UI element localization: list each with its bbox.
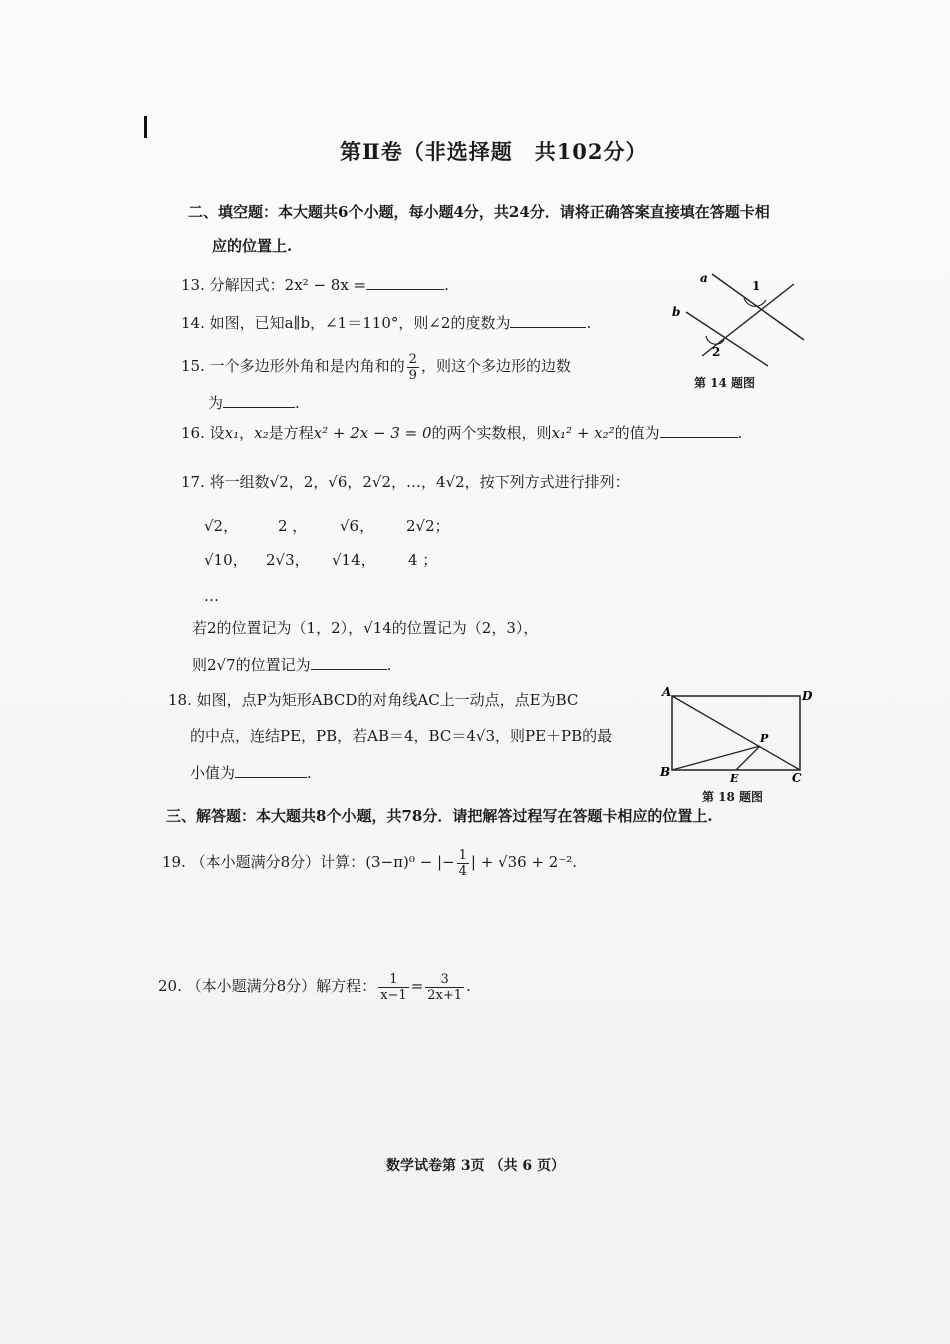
punctuation: ， xyxy=(239,424,255,442)
question-19 xyxy=(162,846,577,879)
question-text: 为 xyxy=(208,394,224,412)
question-text: 如图，点P为矩形ABCD的对角线AC上一动点，点E为BC xyxy=(196,691,579,709)
fraction xyxy=(457,848,469,879)
question-14 xyxy=(181,312,591,333)
fraction-numerator: 3 xyxy=(425,972,464,988)
question-text: 小值为 xyxy=(190,764,236,782)
question-text: （本小题满分8分）计算： xyxy=(190,853,366,871)
question-number: 13. xyxy=(181,276,205,294)
question-18-line2: 的中点，连结PE，PB，若AB＝4，BC＝4√3，则PE＋PB的最 xyxy=(190,727,613,745)
math-expression: x₁² + x₂² xyxy=(551,424,615,442)
question-text: 的值为 xyxy=(614,424,660,442)
equals-sign: = xyxy=(410,977,424,995)
label-C: C xyxy=(792,771,802,785)
punctuation: . xyxy=(386,656,392,674)
part-title: 第Ⅱ卷（非选择题 共102分） xyxy=(340,139,648,164)
fraction-denominator: x−1 xyxy=(380,987,407,1003)
fraction-denominator: 9 xyxy=(408,367,417,383)
question-number: 17. xyxy=(181,473,205,491)
question-text: 分解因式： xyxy=(209,276,285,294)
section3-instructions: 三、解答题：本大题共8个小题，共78分．请把解答过程写在答题卡相应的位置上. xyxy=(166,807,713,825)
math-expression: (3−π)⁰ − |− xyxy=(365,853,455,871)
fraction-numerator: 1 xyxy=(458,847,467,863)
answer-blank[interactable] xyxy=(311,654,387,670)
punctuation: . xyxy=(737,424,743,442)
punctuation: . xyxy=(307,764,312,782)
question-18 xyxy=(168,690,578,710)
figure-14 xyxy=(664,266,824,376)
label-b: b xyxy=(672,305,681,319)
figure-18-caption: 第 18 题图 xyxy=(702,790,764,804)
question-text: 的两个实数根，则 xyxy=(431,424,552,442)
question-13 xyxy=(181,274,449,295)
fraction-left xyxy=(378,972,409,1003)
section2-instructions: 二、填空题：本大题共6个小题，每小题4分，共24分．请将正确答案直接填在答题卡相 xyxy=(188,203,770,221)
question-18-line3 xyxy=(190,762,312,783)
question-text: 如图，已知a∥b，∠1＝110°，则∠2的度数为 xyxy=(209,314,511,332)
variable-x1: x₁ xyxy=(224,424,240,442)
answer-blank[interactable] xyxy=(223,392,295,408)
sequence-row-2-item-4: 4 ； xyxy=(408,551,438,569)
sequence-row-1-item-3: √6， xyxy=(340,517,375,535)
label-angle-2: 2 xyxy=(712,345,721,359)
binding-mark xyxy=(144,116,147,138)
question-number: 18. xyxy=(168,691,192,709)
sequence-row-2-item-1: √10， xyxy=(204,551,248,569)
question-17 xyxy=(181,472,630,492)
question-text-cont: ，则这个多边形的边数 xyxy=(420,357,571,375)
question-number: 14. xyxy=(181,314,205,332)
diagonal-AC xyxy=(672,696,800,770)
sequence-row-2-item-3: √14， xyxy=(332,551,376,569)
question-17-ask xyxy=(192,654,391,675)
question-text: 将一组数√2，2，√6，2√2，…，4√2，按下列方式进行排列： xyxy=(209,473,630,491)
answer-blank[interactable] xyxy=(235,762,307,778)
figure-14-caption: 第 14 题图 xyxy=(694,376,756,390)
equation: x² + 2x − 3 = 0 xyxy=(313,424,432,442)
label-a: a xyxy=(700,271,708,285)
question-text: 一个多边形外角和是内角和的 xyxy=(209,357,405,375)
fraction xyxy=(407,352,419,383)
question-text: （本小题满分8分）解方程： xyxy=(186,977,377,995)
answer-blank[interactable] xyxy=(510,312,586,328)
label-B: B xyxy=(660,765,671,779)
answer-blank[interactable] xyxy=(366,274,444,290)
label-angle-1: 1 xyxy=(752,279,761,293)
label-E: E xyxy=(730,772,739,785)
line-b xyxy=(686,312,768,366)
question-number: 20. xyxy=(158,977,182,995)
math-expression-cont: | + √36 + 2⁻². xyxy=(470,853,578,871)
sequence-ellipsis: … xyxy=(204,587,219,605)
question-text: 是方程 xyxy=(268,424,314,442)
sequence-row-2-item-2: 2√3， xyxy=(266,551,310,569)
question-15 xyxy=(181,350,571,383)
fraction-numerator: 2 xyxy=(408,351,417,367)
sequence-row-1-item-1: √2， xyxy=(204,517,239,535)
answer-blank[interactable] xyxy=(660,422,738,438)
punctuation: . xyxy=(444,276,449,294)
question-number: 16. xyxy=(181,424,205,442)
question-17-note: 若2的位置记为（1，2），√14的位置记为（2，3）， xyxy=(192,619,539,637)
figure-18 xyxy=(656,684,816,788)
label-A: A xyxy=(662,685,672,699)
fraction-right xyxy=(425,972,464,1003)
punctuation: . xyxy=(466,977,471,995)
fraction-numerator: 1 xyxy=(378,972,409,988)
question-text: 设 xyxy=(209,424,225,442)
segment-PB xyxy=(672,746,760,770)
section2-instructions-cont: 应的位置上. xyxy=(212,237,293,255)
punctuation: . xyxy=(586,314,592,332)
label-D: D xyxy=(802,689,813,703)
label-P: P xyxy=(760,732,769,745)
math-expression: 2x² − 8x = xyxy=(284,276,367,294)
question-16 xyxy=(181,422,742,443)
fraction-denominator: 4 xyxy=(458,863,467,879)
question-number: 19. xyxy=(162,853,186,871)
punctuation: . xyxy=(295,394,300,412)
question-text: 则2√7的位置记为 xyxy=(192,656,311,674)
fraction-denominator: 2x+1 xyxy=(427,987,463,1003)
page-footer: 数学试卷第 3页 （共 6 页） xyxy=(386,1158,565,1174)
sequence-row-1-item-2: 2 ， xyxy=(278,517,308,535)
variable-x2: x₂ xyxy=(254,424,269,442)
question-number: 15. xyxy=(181,357,205,375)
question-20 xyxy=(158,970,471,1003)
sequence-row-1-item-4: 2√2； xyxy=(406,517,450,535)
question-15-line2 xyxy=(208,392,300,413)
